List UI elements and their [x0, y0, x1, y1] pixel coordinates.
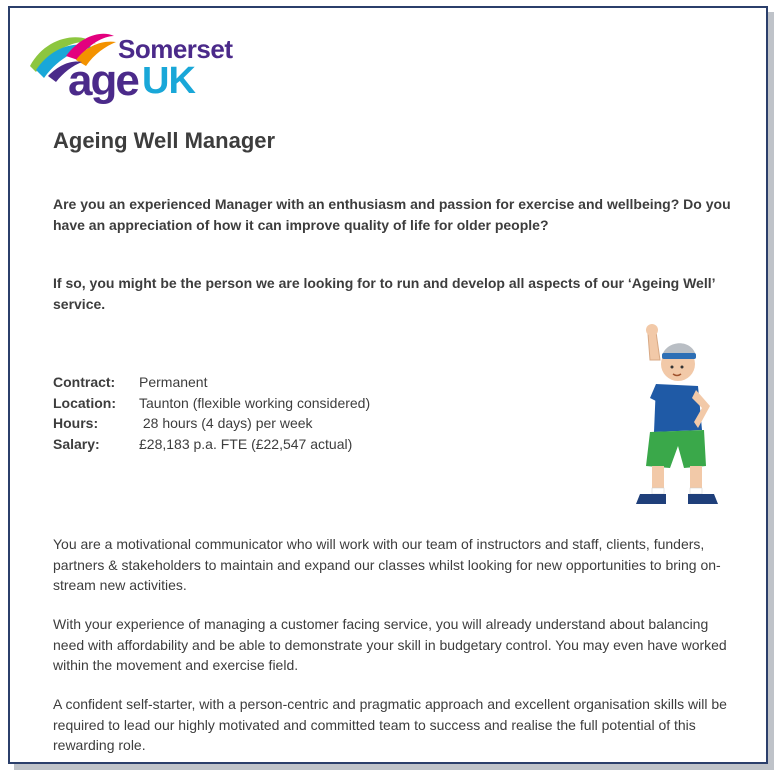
intro-paragraph-1: Are you an experienced Manager with an enthusiasm and passion for exercise and wellbeing? Do you have an appreciation of how it can improve quality of life for older people? [53, 196, 731, 233]
logo-somerset-text: Somerset [118, 34, 233, 64]
exercising-man-illustration [610, 320, 720, 525]
body-paragraph-3: A confident self-starter, with a person-centric and pragmatic approach and excellent organisation skills will be required to lead our highly motivated and committed team to success and realise the full potential of this rewarding role. [53, 696, 727, 753]
detail-value: Taunton (flexible working considered) [139, 394, 371, 411]
detail-row-hours [53, 413, 370, 434]
detail-row-contract [53, 372, 370, 393]
detail-label: Location: [53, 394, 116, 411]
detail-label: Contract: [53, 374, 116, 390]
detail-value: 28 hours (4 days) per week [139, 415, 313, 431]
detail-value: £28,183 p.a. FTE (£22,547 actual) [139, 435, 353, 452]
body-paragraph-2: With your experience of managing a customer facing service, you will already understand about balancing need with affordability and be able to demonstrate your skill in budgetary control. You may even have worked within the movement and exercise field. [53, 616, 727, 673]
logo-age-text: age [68, 56, 138, 105]
age-uk-logo [26, 26, 233, 106]
body-paragraph-1: You are a motivational communicator who will work with our team of instructors and staff, clients, funders, partners & stakeholders to maintain and expand our classes whilst looking for new opportunities to bring on-stream new activities. [53, 536, 721, 593]
detail-value: Permanent [139, 374, 208, 390]
detail-row-location [53, 393, 370, 414]
detail-label: Hours: [53, 415, 99, 431]
detail-label: Salary: [53, 435, 100, 452]
document-frame [8, 6, 768, 764]
intro-paragraph-2: If so, you might be the person we are looking for to run and develop all aspects of our ‘Ageing Well’ service. [53, 275, 715, 312]
logo-uk-text: UK [142, 60, 195, 102]
detail-row-salary [53, 434, 370, 455]
page-title: Ageing Well Manager [53, 128, 276, 153]
job-details [53, 372, 370, 454]
